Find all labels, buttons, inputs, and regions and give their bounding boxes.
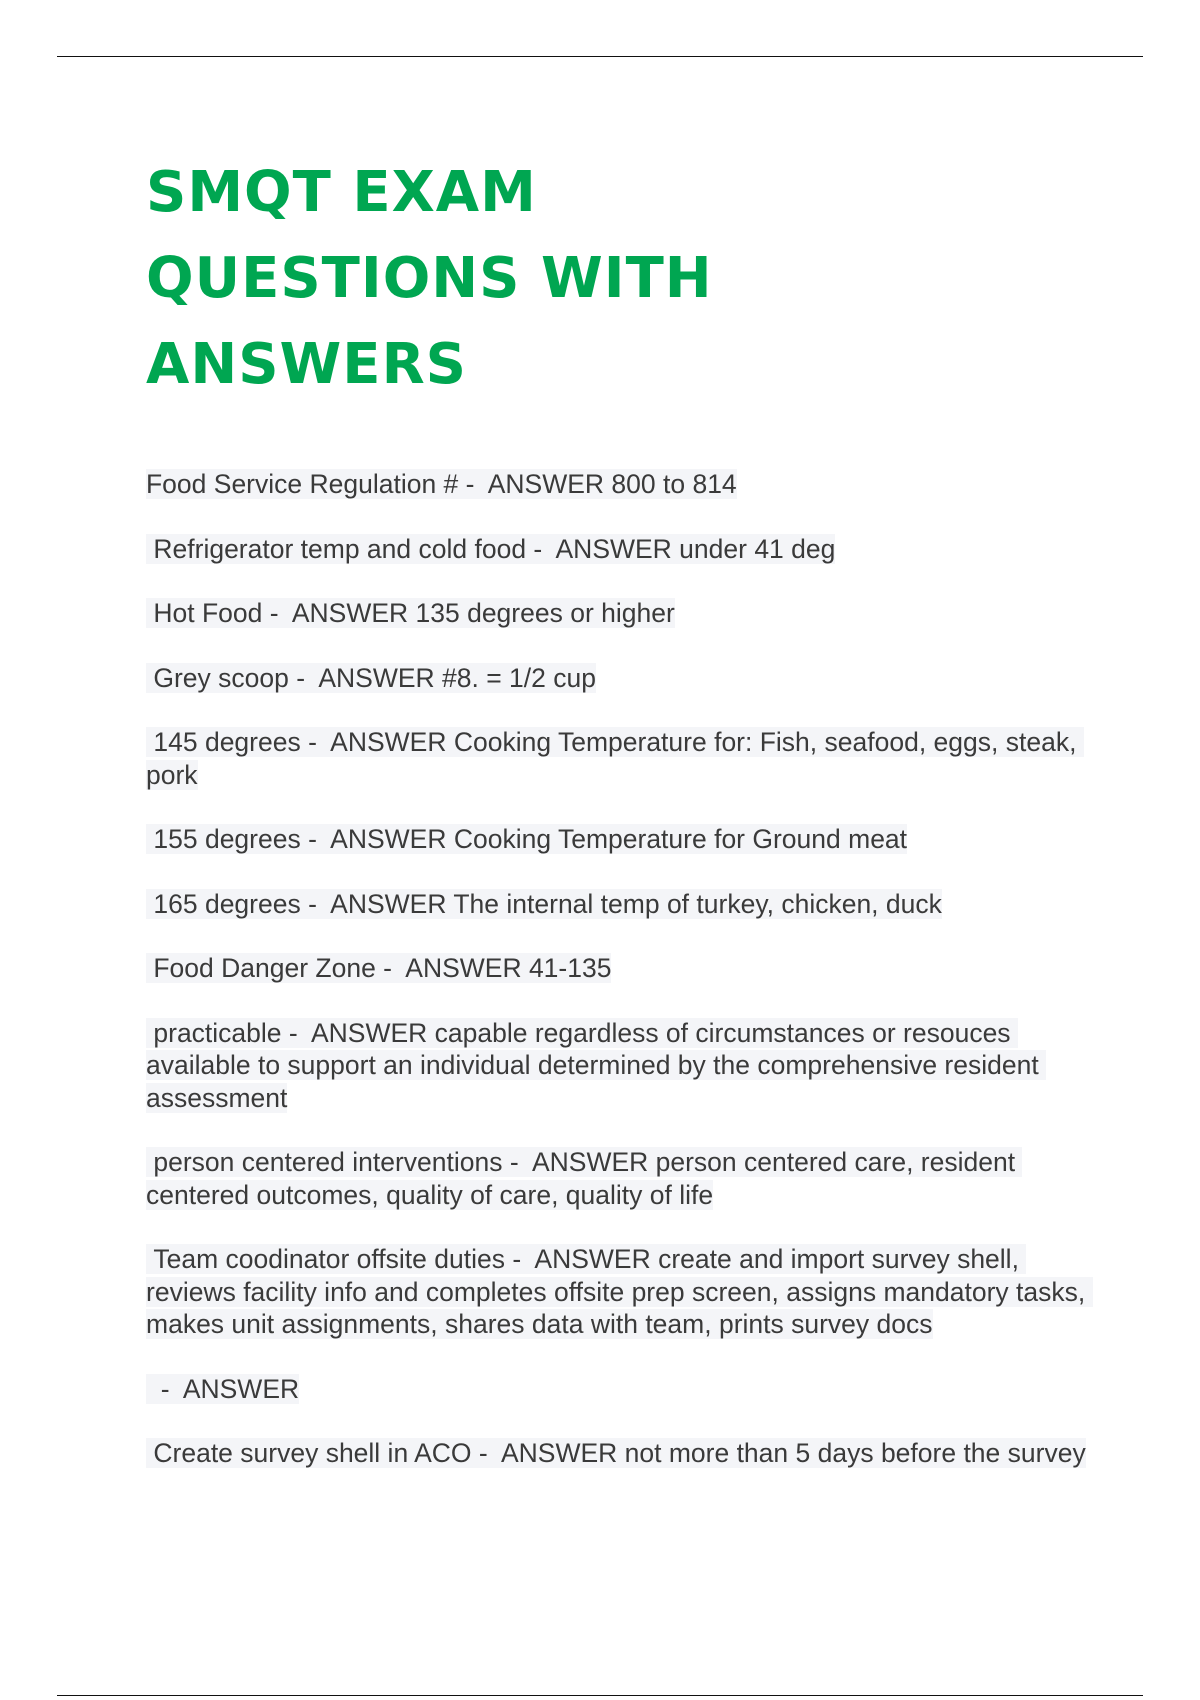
qa-text: Food Service Regulation # - ANSWER 800 to 814 bbox=[146, 469, 737, 499]
bottom-rule bbox=[57, 1695, 1143, 1696]
qa-item bbox=[146, 1146, 1086, 1211]
qa-text: Hot Food - ANSWER 135 degrees or higher bbox=[146, 598, 675, 628]
qa-text: Grey scoop - ANSWER #8. = 1/2 cup bbox=[146, 662, 596, 693]
qa-text: 145 degrees - ANSWER Cooking Temperature for: Fish, seafood, eggs, steak, pork bbox=[146, 727, 1084, 790]
qa-item bbox=[146, 888, 1086, 921]
qa-text: practicable - ANSWER capable regardless of circumstances or resouces available to support an individual determined by the comprehensive resident assessment bbox=[146, 1017, 1047, 1113]
qa-item bbox=[146, 823, 1086, 856]
qa-item bbox=[146, 726, 1086, 791]
qa-text: Food Danger Zone - ANSWER 41-135 bbox=[146, 953, 612, 983]
qa-item bbox=[146, 468, 1086, 501]
qa-text: Refrigerator temp and cold food - ANSWER under 41 deg bbox=[146, 533, 836, 564]
qa-item bbox=[146, 1243, 1093, 1341]
top-rule bbox=[57, 56, 1143, 57]
qa-text: Team coodinator offsite duties - ANSWER create and import survey shell, reviews facility info and completes offsite prep screen, assigns mandatory tasks, makes unit assignments, shares data with team, prints survey docs bbox=[146, 1244, 1093, 1339]
qa-item bbox=[146, 1373, 1086, 1406]
qa-text: Create survey shell in ACO - ANSWER not more than 5 days before the survey bbox=[146, 1438, 1086, 1468]
document-body bbox=[146, 150, 1093, 1502]
document-title: SMQT EXAM QUESTIONS WITH ANSWERS bbox=[146, 160, 713, 397]
qa-item bbox=[146, 597, 1086, 630]
qa-item bbox=[146, 1017, 1086, 1115]
qa-text: - ANSWER bbox=[146, 1373, 300, 1404]
qa-item bbox=[146, 952, 1086, 985]
qa-item bbox=[146, 1437, 1086, 1470]
qa-list bbox=[146, 468, 1093, 1470]
qa-text: 165 degrees - ANSWER The internal temp of turkey, chicken, duck bbox=[146, 888, 942, 919]
qa-text: person centered interventions - ANSWER person centered care, resident centered outcomes, quality of care, quality of life bbox=[146, 1147, 1023, 1210]
qa-text: 155 degrees - ANSWER Cooking Temperature for Ground meat bbox=[146, 824, 908, 854]
qa-item bbox=[146, 533, 1086, 566]
qa-item bbox=[146, 662, 1086, 695]
